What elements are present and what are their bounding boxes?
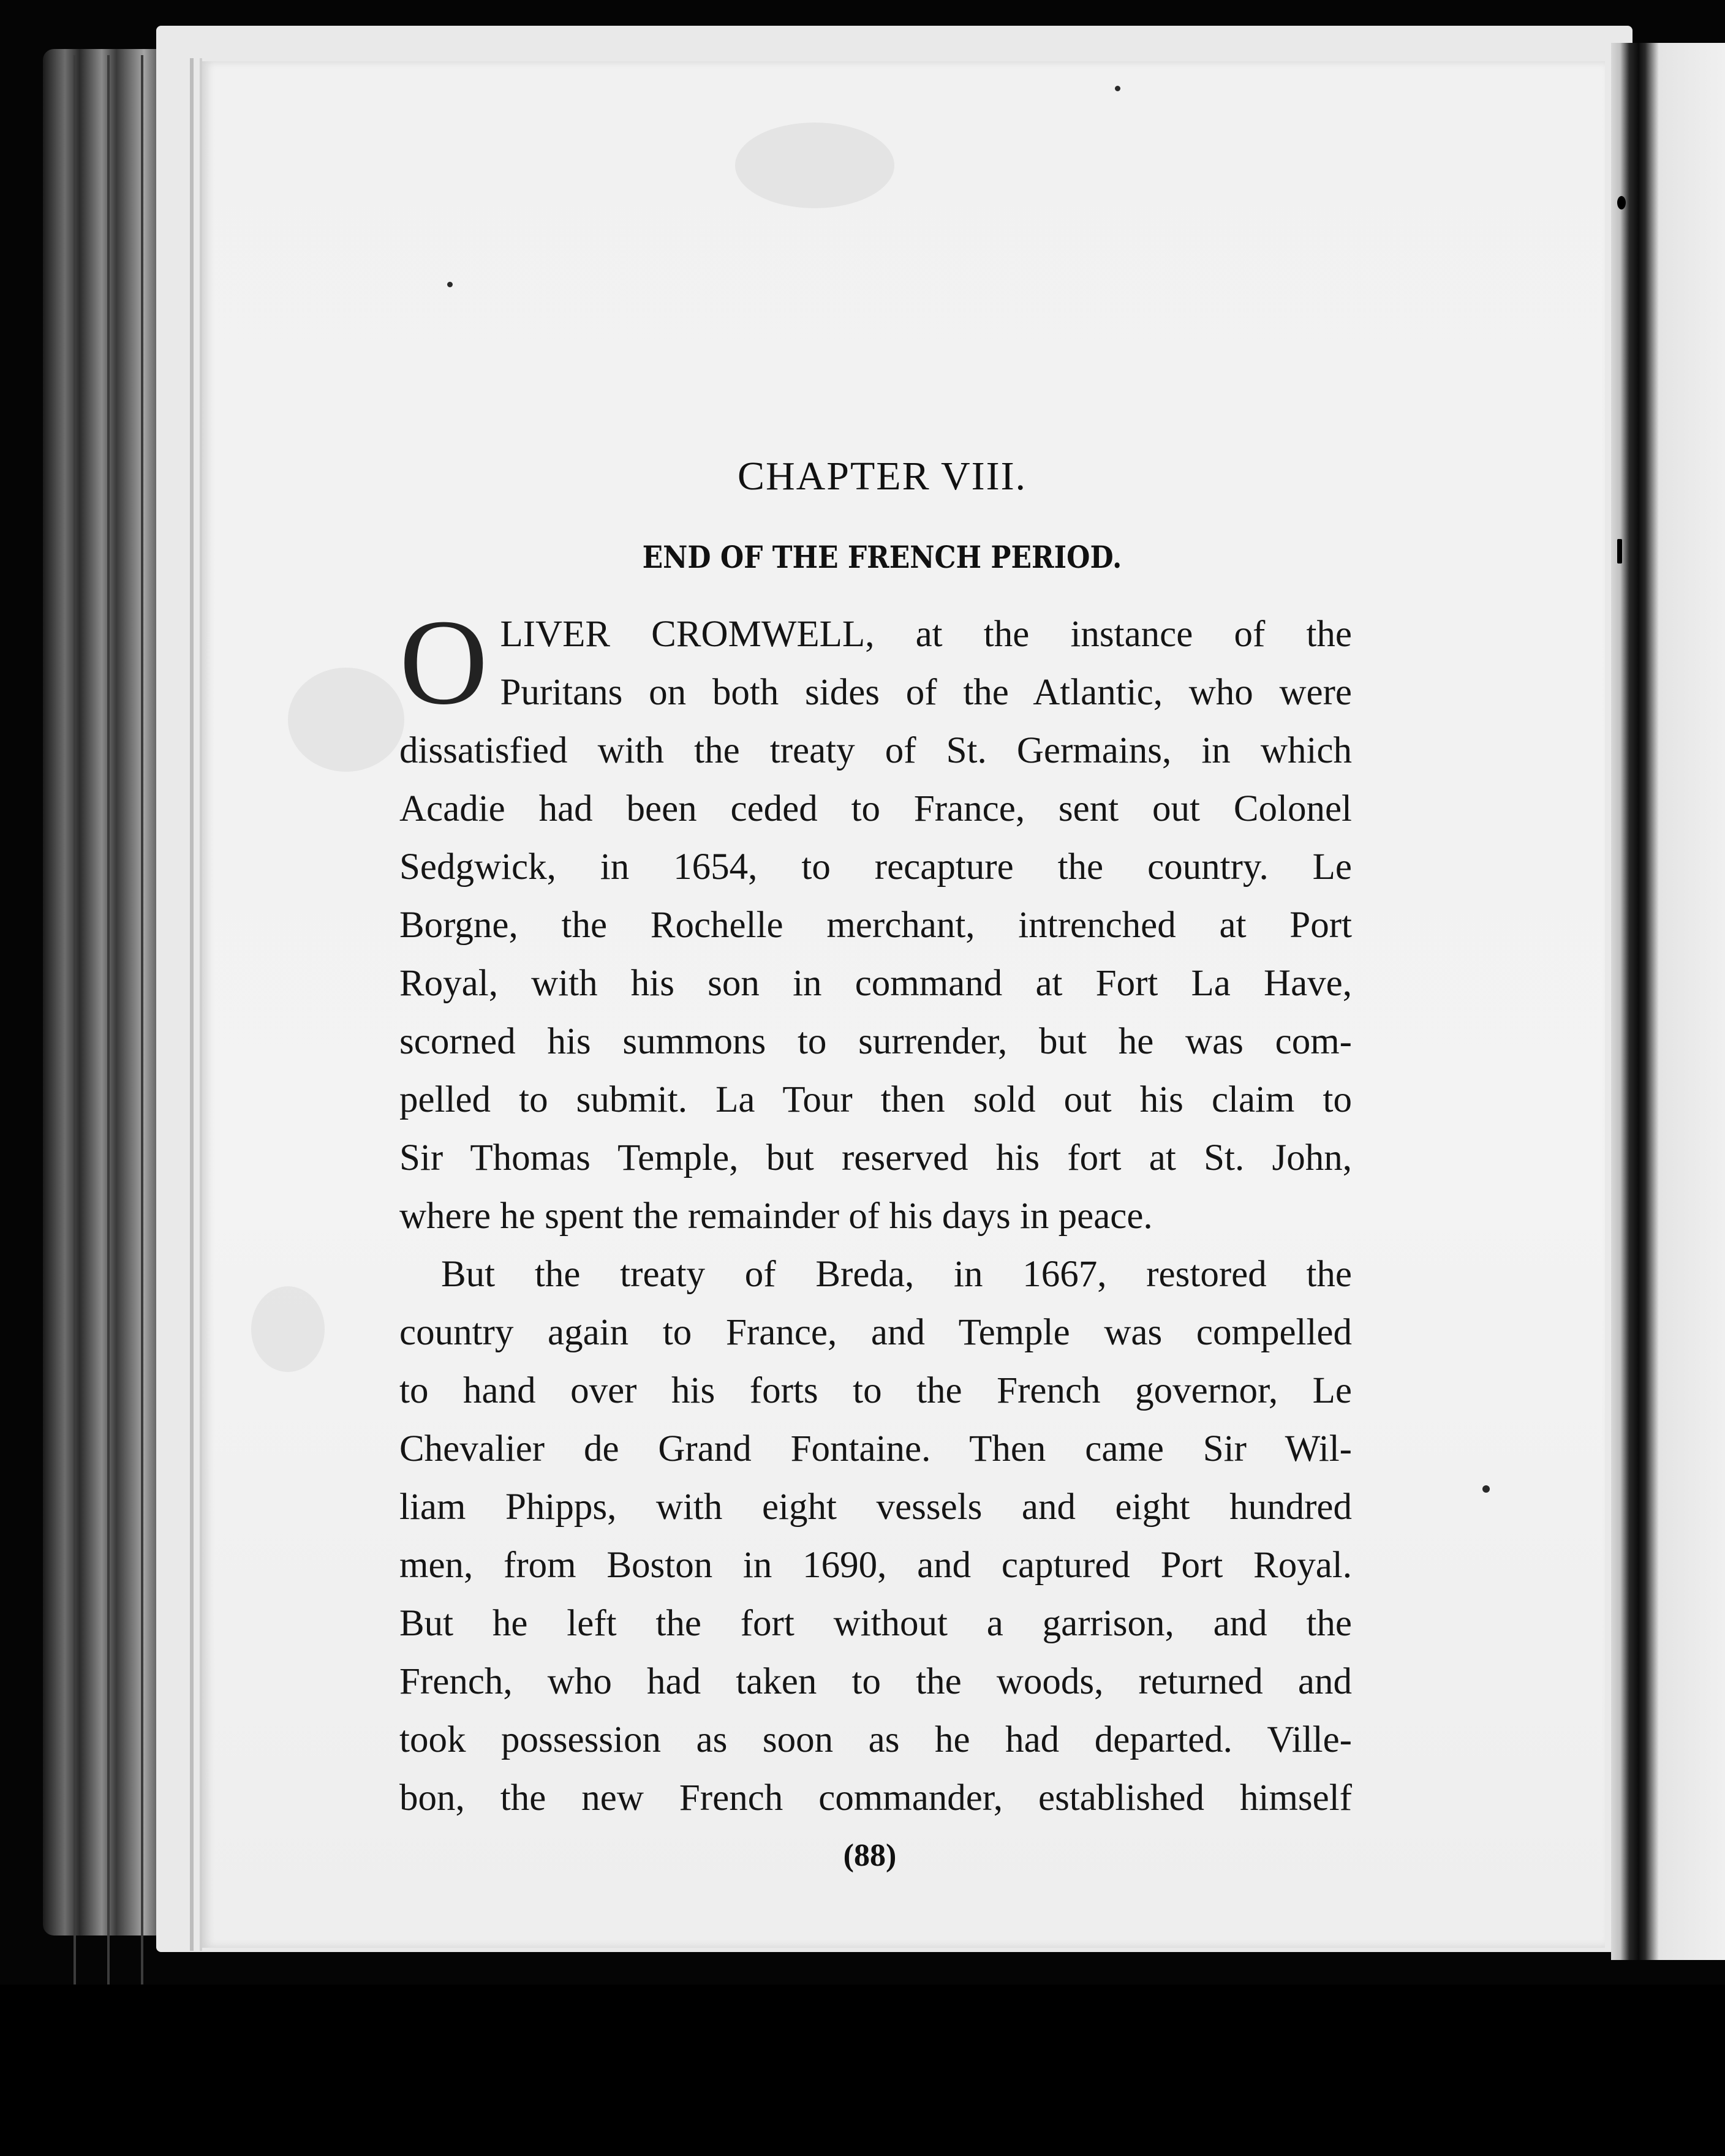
page-edge-line: [141, 55, 143, 2119]
speck: [1482, 1485, 1490, 1493]
page-number: (88): [843, 1838, 897, 1873]
text-line: But he left the fort without a garrison, and the: [399, 1603, 1352, 1644]
stain: [288, 668, 404, 772]
text-line: bon, the new French commander, established himself: [399, 1777, 1352, 1819]
text-line: to hand over his forts to the French governor, Le: [399, 1370, 1352, 1411]
text-line: liam Phipps, with eight vessels and eight hundred: [399, 1487, 1352, 1528]
text-line: dissatisfied with the treaty of St. Germains, in which: [399, 730, 1352, 771]
text-line: pelled to submit. La Tour then sold out his claim to: [399, 1079, 1352, 1120]
text-line: Chevalier de Grand Fontaine. Then came Sir Wil-: [399, 1428, 1352, 1469]
drop-cap: O: [399, 595, 488, 730]
speck: [1617, 196, 1626, 209]
text-line: LIVER CROMWELL, at the instance of the: [500, 614, 1352, 655]
page-edge-line: [107, 55, 110, 2119]
text-line: Acadie had been ceded to France, sent out Colonel: [399, 788, 1352, 829]
text-line: Royal, with his son in command at Fort La Have,: [399, 963, 1352, 1004]
book-gutter: [1611, 43, 1725, 1960]
speck: [447, 282, 453, 287]
body-text: [399, 595, 1352, 1827]
chapter-title: END OF THE FRENCH PERIOD.: [642, 539, 1122, 575]
speck: [1115, 86, 1120, 91]
text-line: Sir Thomas Temple, but reserved his fort at St. John,: [399, 1137, 1352, 1178]
text-line: But the treaty of Breda, in 1667, restored the: [441, 1254, 1352, 1295]
page-edge-line: [74, 55, 76, 2119]
stain: [735, 123, 894, 208]
text-line: Sedgwick, in 1654, to recapture the country. Le: [399, 846, 1352, 888]
paragraph: [399, 595, 1352, 1245]
text-line: French, who had taken to the woods, returned and: [399, 1661, 1352, 1702]
text-line: Puritans on both sides of the Atlantic, who were: [500, 672, 1352, 713]
speck: [1617, 539, 1622, 564]
text-line: where he spent the remainder of his days in peace.: [399, 1196, 1153, 1237]
text-line: scorned his summons to surrender, but he was com-: [399, 1021, 1352, 1062]
stain: [251, 1286, 325, 1372]
page-inner-edge: [190, 58, 194, 1951]
text-line: men, from Boston in 1690, and captured Port Royal.: [399, 1545, 1352, 1586]
text-line: country again to France, and Temple was compelled: [399, 1312, 1352, 1353]
chapter-number: CHAPTER VIII.: [737, 454, 1027, 499]
scan-background: [0, 1985, 1725, 2156]
text-line: Borgne, the Rochelle merchant, intrenched at Port: [399, 905, 1352, 946]
paragraph: [399, 1245, 1352, 1827]
text-line: took possession as soon as he had departed. Ville-: [399, 1719, 1352, 1760]
